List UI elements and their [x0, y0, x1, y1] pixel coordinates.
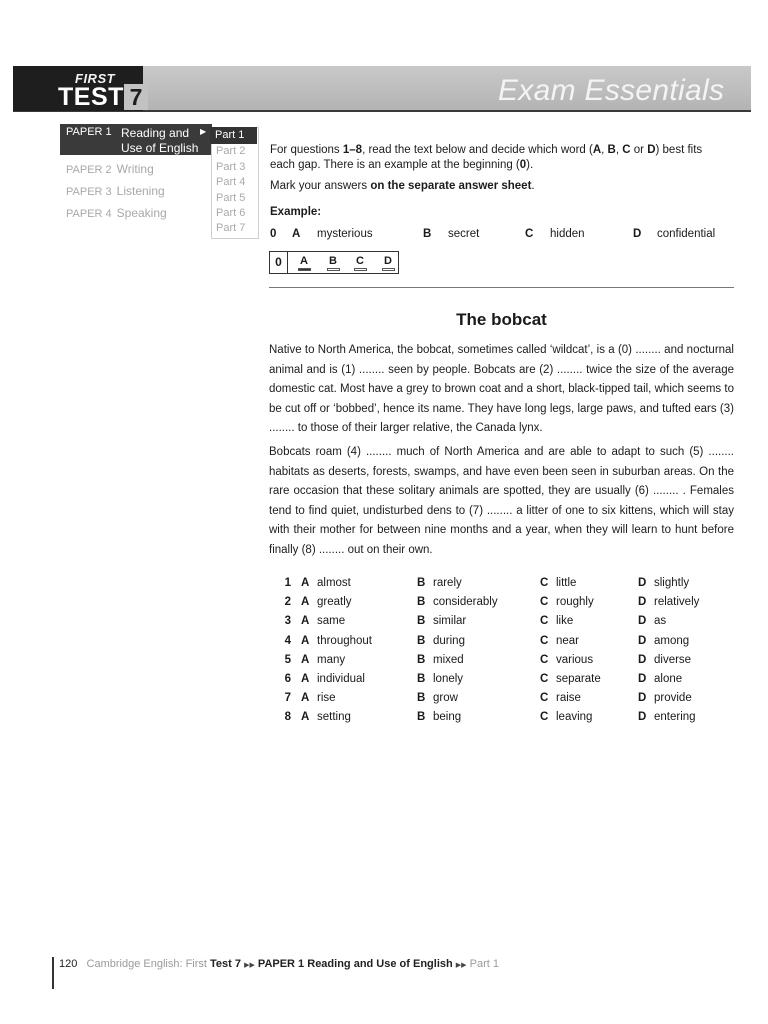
option-word-b: considerably — [433, 596, 498, 609]
instr-range: 1–8 — [342, 144, 363, 156]
option-letter-b: B — [417, 596, 426, 609]
footer-paper-title: Reading and Use of English — [307, 958, 453, 970]
question-row — [0, 673, 768, 692]
footer-paper: PAPER 1 — [257, 958, 305, 970]
answer-box-letter: D — [384, 255, 392, 267]
instr-letter: C — [622, 144, 631, 156]
paper-code: PAPER 2 — [66, 164, 112, 176]
option-letter-a: A — [301, 692, 310, 705]
option-letter-d: D — [638, 692, 647, 705]
question-row — [0, 577, 768, 596]
option-letter-a: A — [301, 577, 310, 589]
answer-box-letter: A — [300, 255, 308, 267]
option-letter-d: D — [638, 711, 647, 724]
instr-letter: D — [647, 144, 656, 156]
paper-title: Writing — [116, 162, 154, 176]
test-word: TEST — [58, 83, 124, 111]
instr-text: each gap. There is an example at the beginning ( — [270, 159, 520, 171]
instr-text: , — [615, 144, 623, 156]
option-word-d: slightly — [654, 577, 690, 589]
option-word-c: like — [556, 615, 574, 628]
part-7-item[interactable]: Part 7 — [216, 222, 246, 234]
option-letter-c: C — [540, 615, 549, 628]
answer-box-mark — [354, 268, 367, 271]
answer-box-mark-selected — [298, 268, 311, 271]
footer-book: Cambridge English: First — [86, 958, 207, 970]
part-1-item[interactable] — [210, 127, 257, 144]
paper-2-nav-item[interactable] — [66, 162, 154, 176]
instr-text: , read the text below and decide which word ( — [362, 144, 593, 156]
paper-1-nav-item[interactable] — [60, 124, 212, 155]
part-1-label: Part 1 — [215, 129, 245, 141]
mark-instruction — [270, 179, 535, 194]
answer-box-letter: B — [329, 255, 337, 267]
instr-text: . — [531, 180, 535, 192]
option-letter-b: B — [417, 634, 426, 647]
example-option-letter: D — [633, 228, 642, 240]
section-title: Exam Essentials — [498, 74, 725, 107]
option-letter-a: A — [301, 653, 310, 666]
option-word-b: grow — [433, 692, 458, 705]
option-letter-c: C — [540, 634, 549, 647]
option-word-c: raise — [556, 692, 581, 705]
text-paragraph-2: Bobcats roam (4) ........ much of North America and are able to adapt to such (5) ........ habitats as deserts, forests, swamps, and have even been seen in suburban areas. On the rare occasion that these solitary animals are spotted, they are usually (6) ........ . Females tend to find quiet, undisturbed dens to (7) ........ a litter of one to six kittens, which will stay with their mother for between nine months and a year, when they will learn to hunt before finally (8) ........ out on their own. — [269, 446, 734, 556]
question-number: 4 — [284, 634, 291, 647]
option-word-d: entering — [654, 711, 696, 724]
question-number: 5 — [284, 653, 291, 666]
paper-code: PAPER 4 — [66, 208, 112, 220]
paper-code: PAPER 3 — [66, 186, 112, 198]
instructions-text — [270, 143, 702, 173]
answer-box-mark — [327, 268, 340, 271]
paper-3-nav-item[interactable] — [66, 184, 165, 198]
question-row — [0, 654, 768, 673]
instr-bold: on the separate answer sheet — [370, 180, 532, 192]
question-row — [0, 615, 768, 634]
option-word-d: relatively — [654, 596, 700, 609]
paper-title-line1: Reading and — [121, 126, 190, 140]
example-option-word: secret — [448, 228, 480, 240]
paper-code: PAPER 1 — [66, 126, 112, 138]
option-letter-c: C — [540, 692, 549, 705]
instr-text: or — [630, 144, 648, 156]
question-row — [0, 596, 768, 615]
option-word-a: setting — [317, 711, 351, 724]
option-word-d: as — [654, 615, 667, 628]
option-word-b: being — [433, 711, 462, 724]
option-letter-d: D — [638, 577, 647, 589]
option-word-c: little — [556, 577, 577, 589]
option-letter-d: D — [638, 673, 647, 685]
option-word-d: among — [654, 634, 690, 647]
part-6-item[interactable]: Part 6 — [216, 207, 246, 219]
instr-zero: 0 — [519, 159, 527, 171]
example-option-word: mysterious — [317, 228, 373, 240]
answer-box-number: 0 — [270, 252, 288, 273]
double-triangle-right-icon: ▶▶ — [455, 962, 467, 969]
footer-bar — [52, 957, 54, 989]
text-title: The bobcat — [456, 310, 547, 329]
question-number: 1 — [284, 577, 291, 589]
option-letter-a: A — [301, 596, 310, 609]
paper-title-line2: Use of English — [121, 141, 199, 155]
question-number: 8 — [284, 711, 291, 724]
part-3-item[interactable]: Part 3 — [216, 161, 246, 173]
question-row — [0, 711, 768, 730]
answer-box-letter: C — [356, 255, 364, 267]
option-word-c: various — [556, 653, 594, 666]
option-letter-a: A — [301, 673, 310, 685]
paper-4-nav-item[interactable] — [66, 206, 167, 220]
question-row — [0, 692, 768, 711]
question-number: 7 — [284, 692, 291, 705]
option-word-c: roughly — [556, 596, 594, 609]
triangle-right-icon: ▶ — [200, 127, 207, 136]
example-answer-box — [269, 251, 399, 274]
option-letter-b: B — [417, 673, 426, 685]
instr-text: , — [601, 144, 608, 156]
option-letter-a: A — [301, 615, 310, 628]
instr-text: ) best fits — [655, 144, 703, 156]
option-letter-c: C — [540, 577, 549, 589]
page-number: 120 — [59, 958, 78, 970]
option-letter-c: C — [540, 596, 549, 609]
instr-text: ). — [526, 159, 534, 171]
footer-test: Test 7 — [210, 958, 242, 970]
option-letter-b: B — [417, 692, 426, 705]
option-letter-b: B — [417, 711, 426, 724]
part-4-item[interactable]: Part 4 — [216, 176, 246, 188]
option-letter-a: A — [301, 634, 310, 647]
question-number: 2 — [284, 596, 291, 609]
option-word-c: leaving — [556, 711, 593, 724]
paper-title: Speaking — [116, 206, 167, 220]
option-letter-d: D — [638, 615, 647, 628]
example-option-letter: A — [292, 228, 301, 240]
option-word-b: similar — [433, 615, 467, 628]
option-letter-c: C — [540, 673, 549, 685]
example-label: Example: — [270, 206, 322, 218]
example-option-letter: C — [525, 228, 534, 240]
paper-title: Listening — [116, 184, 165, 198]
part-5-item[interactable]: Part 5 — [216, 192, 246, 204]
paper-title — [121, 126, 198, 156]
option-word-a: same — [317, 615, 346, 628]
example-number: 0 — [270, 228, 277, 240]
option-letter-b: B — [417, 653, 426, 666]
option-letter-a: A — [301, 711, 310, 724]
option-word-b: lonely — [433, 673, 464, 685]
option-word-a: many — [317, 653, 346, 666]
part-2-item[interactable]: Part 2 — [216, 145, 246, 157]
double-triangle-right-icon: ▶▶ — [244, 962, 255, 969]
text-paragraph-1: Native to North America, the bobcat, sometimes called ‘wildcat’, is a (0) ........ and nocturnal animal and is (1) ........ seen by people. Bobcats are (2) ........ twice the size of the average domestic cat. Most have a grey to brown coat and a short, black-tipped tail, which seems to be cut off or ‘bobbed’, hence its name. They have long legs, large paws, and tufted ears (3) ........ to those of their larger relative, the Canada lynx. — [269, 344, 734, 435]
instr-text: For questions — [270, 144, 343, 156]
option-word-a: greatly — [317, 596, 352, 609]
instr-letter: B — [607, 144, 616, 156]
test-prefix: FIRST — [75, 71, 116, 86]
page-footer — [59, 958, 499, 970]
option-letter-c: C — [540, 653, 549, 666]
option-word-b: during — [433, 634, 465, 647]
option-letter-b: B — [417, 615, 426, 628]
instr-letter: A — [592, 144, 602, 156]
option-word-d: diverse — [654, 653, 692, 666]
option-word-d: provide — [654, 692, 692, 705]
option-word-a: throughout — [317, 634, 372, 647]
option-letter-d: D — [638, 596, 647, 609]
option-word-a: individual — [317, 673, 365, 685]
option-word-a: almost — [317, 577, 351, 589]
option-letter-d: D — [638, 634, 647, 647]
option-word-c: separate — [556, 673, 601, 685]
test-number: 7 — [124, 84, 148, 110]
section-divider — [269, 287, 734, 288]
test-label-block — [13, 66, 143, 111]
option-word-d: alone — [654, 673, 683, 685]
example-option-word: hidden — [550, 228, 585, 240]
footer-part: Part 1 — [469, 958, 499, 970]
option-letter-d: D — [638, 653, 647, 666]
question-row — [0, 635, 768, 654]
example-option-word: confidential — [657, 228, 716, 240]
example-option-letter: B — [423, 228, 432, 240]
question-number: 6 — [284, 673, 291, 685]
question-number: 3 — [284, 615, 291, 628]
option-letter-c: C — [540, 711, 549, 724]
option-word-c: near — [556, 634, 580, 647]
option-word-b: mixed — [433, 653, 464, 666]
answer-box-mark — [382, 268, 395, 271]
option-word-b: rarely — [433, 577, 462, 589]
option-word-a: rise — [317, 692, 336, 705]
instr-text: Mark your answers — [270, 180, 371, 192]
option-letter-b: B — [417, 577, 426, 589]
